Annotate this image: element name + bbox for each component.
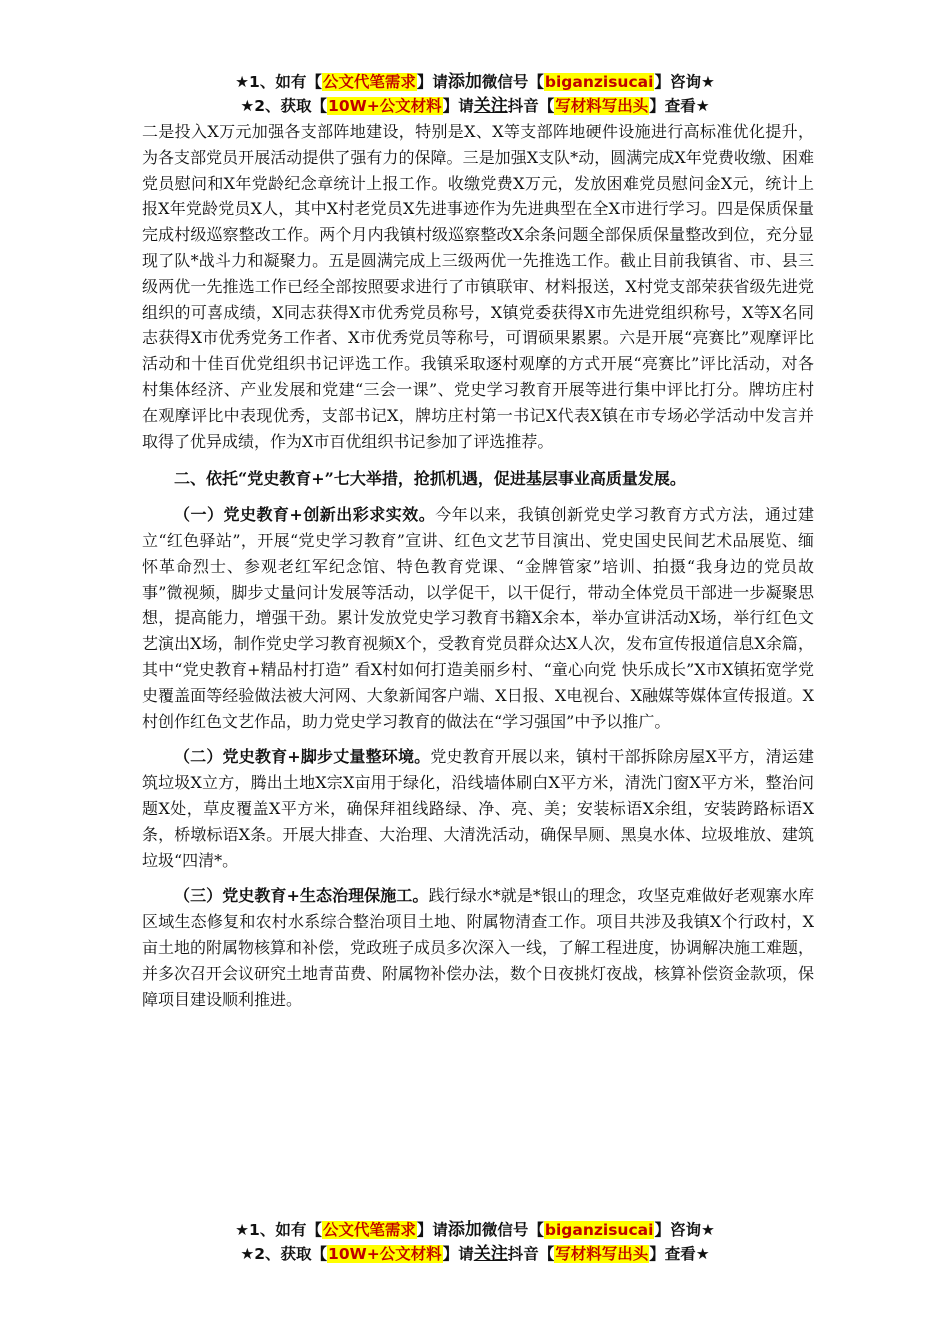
banner-highlight: 10W+公文材料 [328,1245,442,1263]
banner-line-2 [0,94,950,118]
footer-banner [0,1218,950,1266]
banner-emphasis: 关注 [473,1244,508,1264]
item-title-3: （三）党史教育+生态治理保施工。 [174,886,429,906]
banner-highlight-wechat: biganzisucai [544,1221,654,1239]
banner-text: 】查看★ [649,1245,710,1263]
document-body [142,119,814,1012]
banner-text: 微信号【 [481,73,544,91]
item-text-3: 践行绿水*就是*银山的理念，攻坚克难做好老观寨水库区域生态修复和农村水系综合整治项目土地、附属物清查工作。项目共涉及我镇X个行政村，X亩土地的附属物核算和补偿，党政班子成员多次深入一线，了解工程进度，协调解决施工难题，并多次召开会议研究土地青苗费、附属物补偿办法，数个日夜挑灯夜战，核算补偿资金款项，保障项目建设顺利推进。 [142,886,815,1009]
body-paragraph-continued: 二是投入X万元加强各支部阵地建设，特别是X、X等支部阵地硬件设施进行高标准优化提升，为各支部党员开展活动提供了强有力的保障。三是加强X支队*动，圆满完成X年党费收缴、困难党员慰问和X年党龄纪念章统计上报工作。收缴党费X万元，发放困难党员慰问金X元，统计上报X年党龄党员X人，其中X村老党员X先进事迹作为先进典型在全X市进行学习。四是保质保量完成村级巡察整改工作。两个月内我镇村级巡察整改X余条问题全部保质保量整改到位，充分显现了队*战斗力和凝聚力。五是圆满完成上三级两优一先推选工作。截止目前我镇省、市、县三级两优一先推选工作已经全部按照要求进行了市镇联审、材料报送，X村党支部荣获省级先进党组织的可喜成绩，X同志获得X市优秀党员称号，X镇党委获得X市先进党组织称号，X等X名同志获得X市优秀党务工作者、X市优秀党员等称号，可谓硕果累累。六是开展“亮赛比”观摩评比活动和十佳百优党组织书记评选工作。我镇采取逐村观摩的方式开展“亮赛比”评比活动，对各村集体经济、产业发展和党建“三会一课”、党史学习教育开展等进行集中评比打分。牌坊庄村在观摩评比中表现优秀，支部书记X，牌坊庄村第一书记X代表X镇在市专场必学活动中发言并取得了优异成绩，作为X市百优组织书记参加了评选推荐。 [142,122,814,451]
banner-line-1 [0,70,950,94]
banner-highlight: 公文代笔需求 [322,73,416,91]
banner-text: 微信号【 [481,1221,544,1239]
banner-text: ★1、如有【 [235,1221,322,1239]
banner-text: 】查看★ [649,97,710,115]
banner-text: 】咨询★ [654,1221,715,1239]
banner-text: 抖音【 [507,97,555,115]
banner-highlight: 10W+公文材料 [328,97,442,115]
banner-line-2 [0,1242,950,1266]
banner-highlight-wechat: biganzisucai [544,73,654,91]
banner-highlight: 公文代笔需求 [322,1221,416,1239]
item-title-1: （一）党史教育+创新出彩求实效。 [174,505,436,525]
item-paragraph-1 [142,502,814,734]
section-heading-2: 二、依托“党史教育+”七大举措，抢抓机遇，促进基层事业高质量发展。 [174,469,686,489]
banner-line-1 [0,1218,950,1242]
item-paragraph-3 [142,883,814,1012]
banner-text: 】请 [442,97,474,115]
banner-emphasis: 添加 [447,1220,482,1240]
banner-highlight-douyin: 写材料写出头 [555,1245,649,1263]
item-paragraph-2 [142,744,814,873]
banner-highlight-douyin: 写材料写出头 [555,97,649,115]
banner-text: 】咨询★ [654,73,715,91]
banner-text: 】请 [442,1245,474,1263]
header-banner [0,70,950,118]
item-text-2: 党史教育开展以来，镇村干部拆除房屋X平方，清运建筑垃圾X立方，腾出土地X宗X亩用于绿化，沿线墙体刷白X平方米，清洗门窗X平方米，整治问题X处，草皮覆盖X平方米，确保拜祖线路绿、净、亮、美；安装标语X余组，安装跨路标语X条，桥墩标语X条。开展大排查、大治理、大清洗活动，确保旱厕、黑臭水体、垃圾堆放、建筑垃圾“四清*。 [142,747,814,870]
banner-text: ★1、如有【 [235,73,322,91]
banner-emphasis: 添加 [447,72,482,92]
item-text-1: 今年以来，我镇创新党史学习教育方式方法，通过建立“红色驿站”，开展“党史学习教育”宣讲、红色文艺节目演出、党史国史民间艺术品展览、缅怀革命烈士、参观老红军纪念馆、特色教育党课、“金牌管家”培训、拍摄“我身边的党员故事”微视频，脚步丈量问计发展等活动，以学促干，以干促行，带动全体党员干部进一步凝聚思想，提高能力，增强干劲。累计发放党史学习教育书籍X余本，举办宣讲活动X场，举行红色文艺演出X场，制作党史学习教育视频X个，受教育党员群众达X人次，发布宣传报道信息X余篇，其中“党史教育+精品村打造” 看X村如何打造美丽乡村、“童心向党 快乐成长”X市X镇拓宽学党史覆盖面等经验做法被大河网、大象新闻客户端、X日报、X电视台、X融媒等媒体宣传报道。X村创作红色文艺作品，助力党史学习教育的做法在“学习强国”中予以推广。 [142,505,814,731]
banner-emphasis: 关注 [473,96,508,116]
banner-text: 】请 [416,1221,448,1239]
banner-text: 】请 [416,73,448,91]
banner-text: ★2、获取【 [240,97,328,115]
banner-text: 抖音【 [507,1245,555,1263]
banner-text: ★2、获取【 [240,1245,328,1263]
item-title-2: （二）党史教育+脚步丈量整环境。 [174,747,431,767]
